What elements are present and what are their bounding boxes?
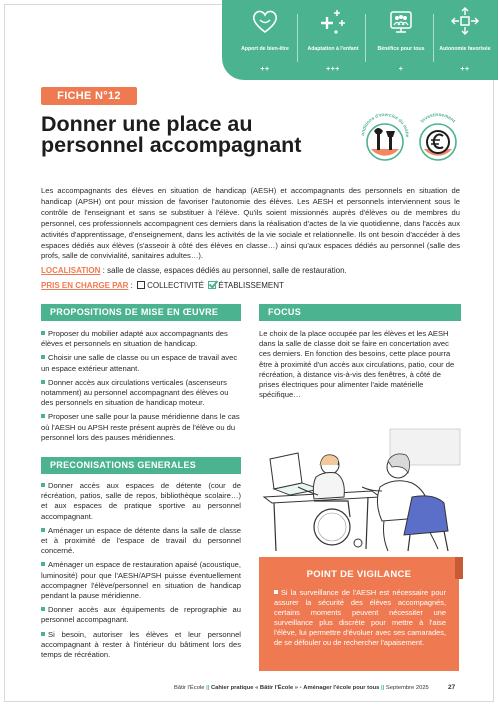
localisation-label: LOCALISATION xyxy=(41,266,101,275)
criterion-rating: + xyxy=(398,66,404,73)
prise-en-charge-line xyxy=(41,281,461,291)
localisation-line xyxy=(41,266,461,276)
list-item-text: Aménager un espace de détente dans la salle de classe et à proximité de l'espace de travail du personnel concerné. xyxy=(41,525,241,556)
option-etablissement: ÉTABLISSEMENT xyxy=(218,281,284,290)
criteria-band xyxy=(222,0,498,80)
criterion-rating: +++ xyxy=(326,66,340,73)
footer-separator: || xyxy=(381,685,385,691)
footer-separator: • xyxy=(299,685,302,691)
list-item xyxy=(41,481,241,522)
page-title: Donner une place au personnel accompagnant xyxy=(41,112,302,157)
bullet-square-icon xyxy=(274,590,278,594)
tools-icon xyxy=(358,105,411,165)
criterion-label: Adaptation à l'enfant xyxy=(307,46,359,52)
list-item xyxy=(41,526,241,557)
prise-en-charge-label: PRIS EN CHARGE PAR xyxy=(41,281,129,290)
footer-part: Septembre 2025 xyxy=(385,685,429,691)
list-item-text: Si besoin, autoriser les élèves et leur personnel accompagnant à rester à l'intérieur du bâtiment lors des temps de récréation. xyxy=(41,629,241,660)
list-item-text: Donner accès aux espaces de détente (cour de récréation, patios, salle de repos, bibliothèque scolaire…) et aux espaces de pratique sportive au personnel accompagnant. xyxy=(41,481,241,521)
criterion-adaptation xyxy=(302,6,364,73)
illustration-desk-scene xyxy=(262,425,462,553)
criterion-label: Apport de bien-être xyxy=(241,46,289,52)
list-item xyxy=(41,630,241,661)
checkbox-collectivite xyxy=(137,281,145,289)
list-item xyxy=(41,605,241,625)
criterion-label: Autonomie favorisée xyxy=(439,46,491,52)
bullet-square-icon xyxy=(41,562,45,566)
list-item-text: Choisir une salle de classe ou un espace de travail avec un espace extérieur attenant. xyxy=(41,353,238,373)
svg-text:Investissement xyxy=(420,112,457,124)
option-collectivite: COLLECTIVITÉ xyxy=(147,281,204,290)
theme-investment xyxy=(413,109,463,165)
list-item-text: Aménager un espace de restauration apaisé (acoustique, luminosité) pour que l'AESH/APSH puisse éventuellement accompagner l'élève/personnel en situation de handicap pendant la pause méridienne. xyxy=(41,560,241,601)
checkbox-etablissement xyxy=(208,281,216,289)
bullet-square-icon xyxy=(41,331,45,335)
vigilance-text-block xyxy=(274,588,446,648)
criterion-rating: ++ xyxy=(460,66,470,73)
separator: : xyxy=(128,281,136,290)
preconisations-heading: PRECONISATIONS GENERALES xyxy=(41,457,241,474)
vigilance-title: POINT DE VIGILANCE xyxy=(306,569,412,580)
vigilance-text: Si la surveillance de l'AESH est nécessaire pour assurer la sécurité des élèves accompagnés, certains moments peuvent nécessiter une surveillance plus discrète pour mettre à l'aise l'élève, lui permettre d'évoluer avec ses camarades, de se défouler ou de rechercher l'apaisement. xyxy=(274,588,446,647)
list-item xyxy=(41,412,241,443)
bullet-square-icon xyxy=(41,528,45,532)
list-item xyxy=(41,353,241,373)
euro-icon xyxy=(413,109,463,165)
expand-arrows-icon xyxy=(450,6,480,36)
group-people-icon xyxy=(386,6,416,36)
fiche-badge: FICHE N°12 xyxy=(41,87,137,105)
footer-text xyxy=(174,684,429,692)
bullet-square-icon xyxy=(41,632,45,636)
list-item-text: Donner accès aux circulations verticales (ascenseurs notamment) au personnel accompagnant des élèves ou des personnels en situation de handicap moteur. xyxy=(41,377,229,408)
criterion-benefit xyxy=(370,6,432,73)
list-item xyxy=(41,560,241,601)
criterion-rating: ++ xyxy=(260,66,270,73)
bullet-square-icon xyxy=(41,380,45,384)
theme-label: Conditions d'exercice du métier xyxy=(358,105,411,138)
criterion-autonomy xyxy=(434,6,496,73)
theme-label: Investissement xyxy=(420,112,456,125)
divider xyxy=(365,14,366,62)
list-item-text: Proposer du mobilier adapté aux accompagnants des élèves et personnels en situation de handicap. xyxy=(41,329,228,349)
propositions-heading: PROPOSITIONS DE MISE EN ŒUVRE xyxy=(41,304,241,321)
intro-paragraph: Les accompagnants des élèves en situation de handicap (AESH) et accompagnants des personnels en situation de handicap (APSH) ont pour mission de favoriser l'autonomie des élèves. Les AESH et personnels interviennent sous le contrôle de l'enseignant et sans se substituer à l'élève. Qu'ils soient missionnés auprès d'élèves ou de membres du personnel, ces professionnels accompagnent ces derniers dans la réalisation d'actes de la vie quotidienne, dans l'accès aux activités d'apprentissage, d'enseignement, dans les activités de la vie sociale et relationnelle. Ils ont besoin d'accéder à des espaces dédiés aux élèves (s'asseoir à côté des élèves en classe…) ainsi qu'aux espaces dédiés au personnel (salle des profs, salle de convivialité, sanitaires adultes…). xyxy=(41,186,460,261)
plus-arrows-icon xyxy=(318,6,348,36)
bullet-square-icon xyxy=(41,607,45,611)
focus-text: Le choix de la place occupée par les élèves et les AESH dans la salle de classe doit se faire en concertation avec ces derniers. En fonction des besoins, cette place pourra être à proximité d'un accès aux circulations, patio, cour de récréation, à distance vis-à-vis des fenêtres, à côté de prises électriques pour alimenter l'aide matérielle spécifique… xyxy=(259,329,455,400)
theme-work-conditions xyxy=(358,105,411,165)
heart-smile-icon xyxy=(250,6,280,36)
localisation-value: : salle de classe, espaces dédiés au personnel, salle de restauration. xyxy=(100,266,347,275)
criterion-wellbeing xyxy=(234,6,296,73)
list-item-text: Donner accès aux équipements de reprographie au personnel accompagnant. xyxy=(41,605,241,625)
footer-part: Cahier pratique « Bâtir l'École » xyxy=(210,685,299,691)
list-item-text: Proposer une salle pour la pause méridienne dans le cas où l'AESH ou APSH reste présent auprès de l'élève ou du personnel lors des pauses méridiennes. xyxy=(41,412,240,442)
footer-separator: || xyxy=(206,685,210,691)
criterion-label: Bénéfice pour tous xyxy=(377,46,425,52)
list-item xyxy=(41,378,241,409)
bullet-square-icon xyxy=(41,483,45,487)
footer-part: Bâtir l'École xyxy=(174,685,205,691)
bullet-square-icon xyxy=(41,355,45,359)
vigilance-box xyxy=(259,557,459,671)
focus-heading: FOCUS xyxy=(259,304,461,321)
preconisations-list xyxy=(41,481,241,664)
bullet-square-icon xyxy=(41,414,45,418)
divider xyxy=(297,14,298,62)
list-item xyxy=(41,329,241,349)
page-number: 27 xyxy=(448,684,456,691)
propositions-list xyxy=(41,329,241,447)
footer-part: Aménager l'école pour tous xyxy=(303,685,380,691)
